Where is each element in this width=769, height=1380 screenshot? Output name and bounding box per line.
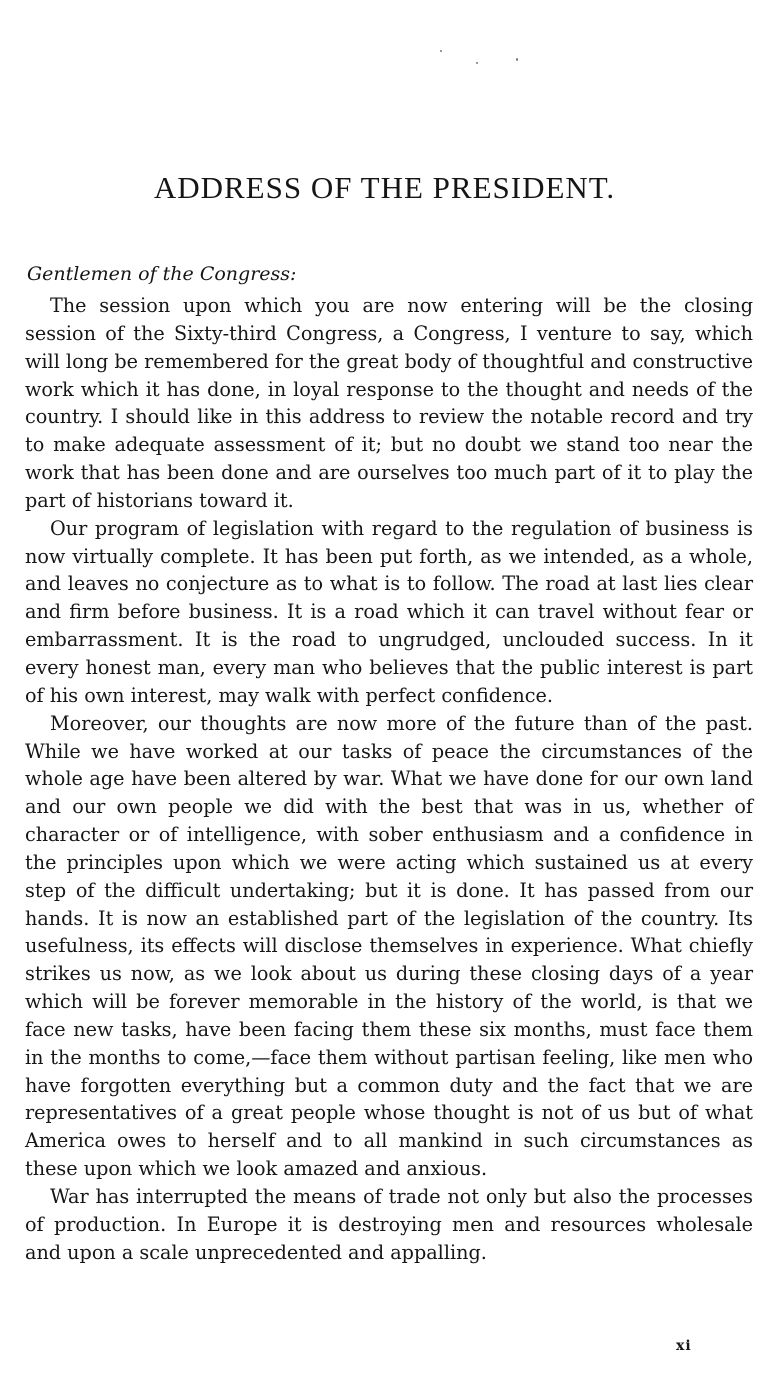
- paragraph-3: Moreover, our thoughts are now more of the future than of the past. While we have worked at our tasks of peace the circumstances of the whole age have been altered by war. What we have done for our own land and our own people we did with the best that was in us, whether of character or of intelligence, with sober enthusiasm and a confidence in the principles upon which we were acting which sustained us at every step of the difficult undertaking; but it is done. It has passed from our hands. It is now an established part of the legislation of the country. Its usefulness, its effects will disclose themselves in experience. What chiefly strikes us now, as we look about us during these closing days of a year which will be forever memorable in the history of the world, is that we face new tasks, have been facing them these six months, must face them in the months to come,—face them without partisan feeling, like men who have forgotten everything but a common duty and the fact that we are representatives of a great people whose thought is not of us but of what America owes to herself and to all mankind in such circumstances as these upon which we look amazed and anxious.: [25, 711, 753, 1181]
- paragraph-1: The session upon which you are now entering will be the closing session of the Sixty-third Congress, a Congress, I venture to say, which will long be remembered for the great body of thoughtful and constructive work which it has done, in loyal response to the thought and needs of the country. I should like in this address to review the notable record and try to make adequate assessment of it; but no doubt we stand too near the work that has been done and are ourselves too much part of it to play the part of historians toward it.: [25, 294, 753, 512]
- paragraph-2: Our program of legislation with regard to the regulation of business is now virtually complete. It has been put forth, as we intended, as a whole, and leaves no conjecture as to what is to follow. The road at last lies clear and firm before business. It is a road which it can travel without fear or embarrassment. It is the road to ungrudged, unclouded success. In it every honest man, every man who believes that the public interest is part of his own interest, may walk with perfect confidence.: [25, 516, 753, 707]
- paragraph-4: War has interrupted the means of trade not only but also the processes of production. In Europe it is destroying men and resources wholesale and upon a scale unprecedented and appalling.: [25, 1185, 753, 1264]
- scan-speck-3: [516, 58, 518, 61]
- page-number: xi: [676, 1338, 692, 1354]
- salutation: Gentlemen of the Congress:: [27, 263, 297, 285]
- page-title: ADDRESS OF THE PRESIDENT.: [153, 170, 616, 205]
- scan-speck-1: [440, 50, 442, 52]
- scan-speck-2: [476, 62, 478, 64]
- address-body: [25, 292, 753, 1267]
